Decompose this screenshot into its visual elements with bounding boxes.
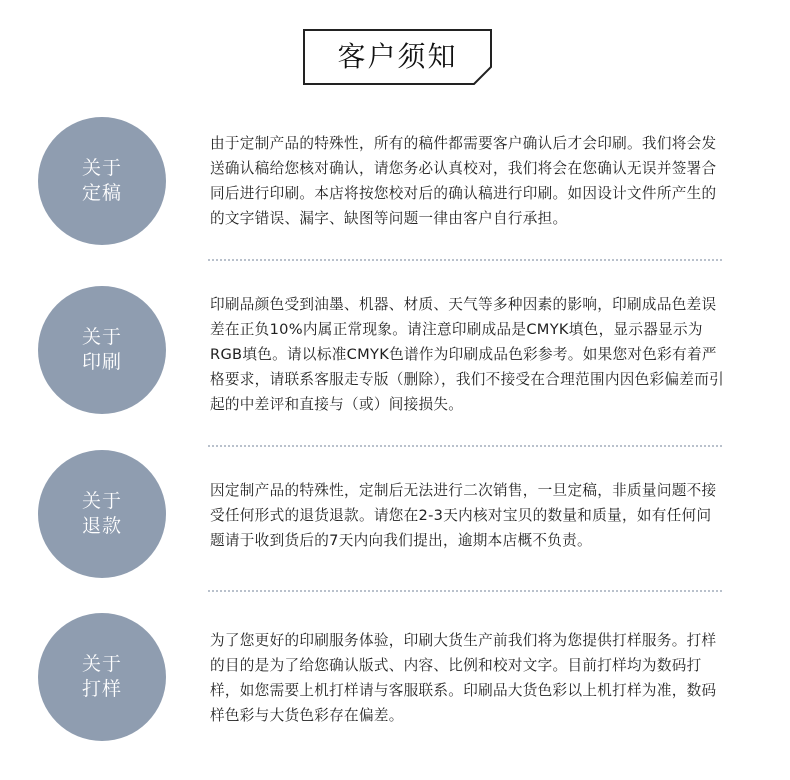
section-text-refund: 因定制产品的特殊性，定制后无法进行二次销售，一旦定稿，非质量问题不接受任何形式的退货退款。请您在2-3天内核对宝贝的数量和质量，如有任何问题请于收到货后的7天内向我们提出，逾期本店概不负责。 <box>210 482 717 549</box>
section-text-finalization: 由于定制产品的特殊性，所有的稿件都需要客户确认后才会印刷。我们将会发送确认稿给您核对确认，请您务必认真校对，我们将会在您确认无误并签署合同后进行印刷。本店将按您校对后的确认稿进行印刷。如因设计文件所产生的的文字错误、漏字、缺图等问题一律由客户自行承担。 <box>210 135 717 227</box>
section-badge-proofing <box>38 613 166 741</box>
badge-line1: 关于 <box>81 490 122 512</box>
section-text-proofing: 为了您更好的印刷服务体验，印刷大货生产前我们将为您提供打样服务。打样的目的是为了给您确认版式、内容、比例和校对文字。目前打样均为数码打样，如您需要上机打样请与客服联系。印刷品大货色彩以上机打样为准，数码样色彩与大货色彩存在偏差。 <box>210 632 717 724</box>
badge-line1: 关于 <box>81 157 122 179</box>
badge-line2: 打样 <box>81 678 122 700</box>
page-title-box <box>303 29 492 85</box>
badge-line1: 关于 <box>81 653 122 675</box>
section-badge-printing <box>38 286 166 414</box>
badge-line2: 定稿 <box>81 182 122 204</box>
section-divider <box>208 259 722 261</box>
section-divider <box>208 445 722 447</box>
section-badge-finalization <box>38 117 166 245</box>
section-badge-refund <box>38 450 166 578</box>
page-title: 客户须知 <box>337 40 458 73</box>
badge-line1: 关于 <box>81 326 122 348</box>
section-divider <box>208 590 722 592</box>
section-text-printing: 印刷品颜色受到油墨、机器、材质、天气等多种因素的影响，印刷成品色差误差在正负10%内属正常现象。请注意印刷成品是CMYK填色，显示器显示为RGB填色。请以标准CMYK色谱作为印刷成品色彩参考。如果您对色彩有着严格要求，请联系客服走专版（删除），我们不接受在合理范围内因色彩偏差而引起的中差评和直接与（或）间接损失。 <box>210 296 724 413</box>
badge-line2: 印刷 <box>81 351 122 373</box>
badge-line2: 退款 <box>81 515 122 537</box>
